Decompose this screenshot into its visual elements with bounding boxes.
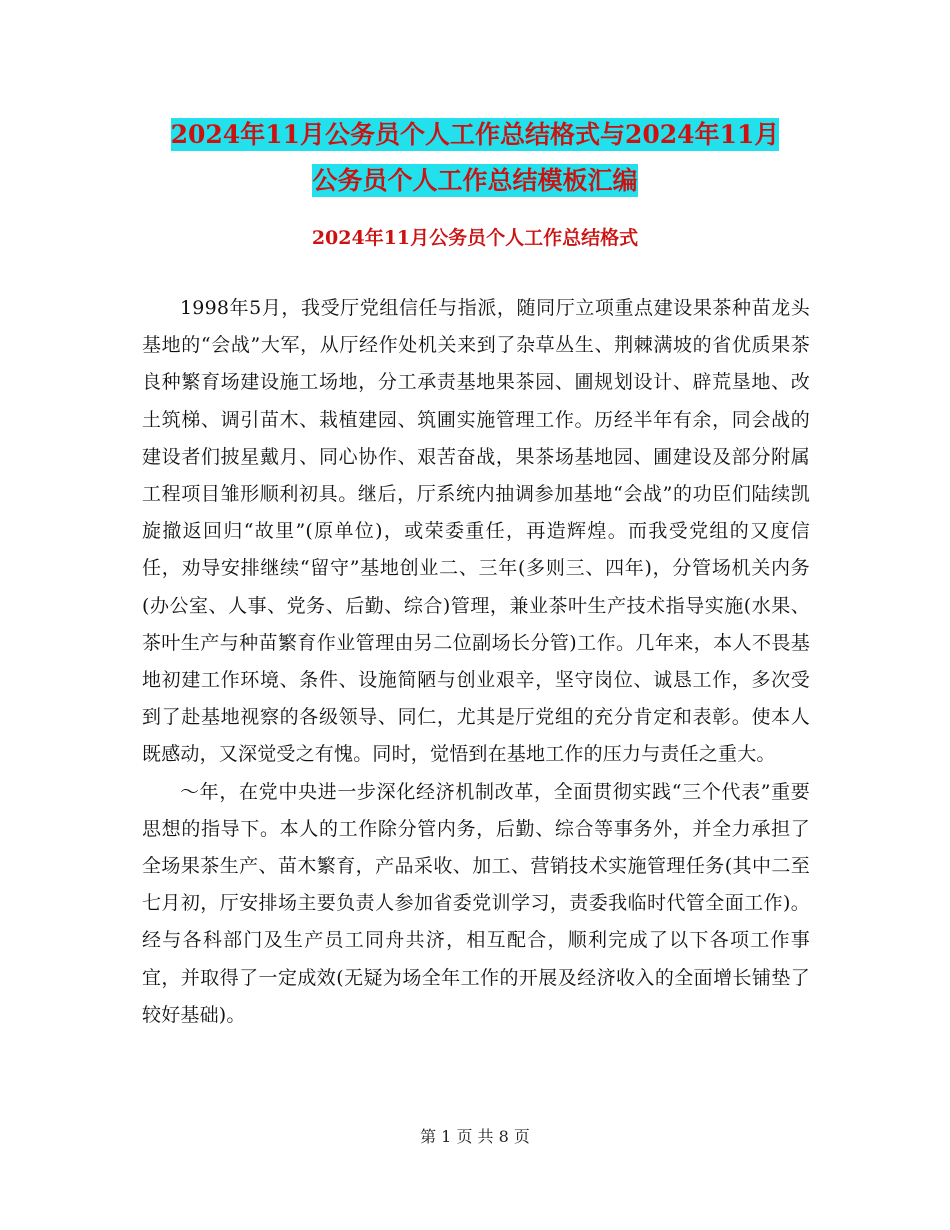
page-footer: 第 1 页 共 8 页 — [420, 1127, 530, 1146]
title-line-2: 公务员个人工作总结模板汇编 — [312, 166, 638, 195]
title-line-1: 2024年11月公务员个人工作总结格式与2024年11月 — [170, 120, 780, 149]
section-title: 2024年11月公务员个人工作总结格式 — [311, 227, 639, 249]
document-body — [142, 290, 810, 1034]
paragraph: 1998年5月，我受厅党组信任与指派，随同厅立项重点建设果茶种苗龙头基地的“会战”大军，从厅经作处机关来到了杂草丛生、荆棘满坡的省优质果茶良种繁育场建设施工场地，分工承责基地果茶园、圃规划设计、辟荒垦地、改土筑梯、调引苗木、栽植建园、筑圃实施管理工作。历经半年有余，同会战的建设者们披星戴月、同心协作、艰苦奋战，果茶场基地园、圃建设及部分附属工程项目雏形顺利初具。继后，厅系统内抽调参加基地“会战”的功臣们陆续凯旋撤返回归“故里”(原单位)，或荣委重任，再造辉煌。而我受党组的又度信任，劝导安排继续“留守”基地创业二、三年(多则三、四年)，分管场机关内务(办公室、人事、党务、后勤、综合)管理，兼业茶叶生产技术指导实施(水果、茶叶生产与种苗繁育作业管理由另二位副场长分管)工作。几年来，本人不畏基地初建工作环境、条件、设施简陋与创业艰辛，坚守岗位、诚恳工作，多次受到了赴基地视察的各级领导、同仁，尤其是厅党组的充分肯定和表彰。使本人既感动，又深觉受之有愧。同时，觉悟到在基地工作的压力与责任之重大。 — [142, 297, 810, 766]
paragraph: ～年，在党中央进一步深化经济机制改革，全面贯彻实践“三个代表”重要思想的指导下。本人的工作除分管内务，后勤、综合等事务外，并全力承担了全场果茶生产、苗木繁育，产品采收、加工、营销技术实施管理任务(其中二至七月初，厅安排场主要负责人参加省委党训学习，责委我临时代管全面工作)。经与各科部门及生产员工同舟共济，相互配合，顺利完成了以下各项工作事宜，并取得了一定成效(无疑为场全年工作的开展及经济收入的全面增长铺垫了较好基础)。 — [142, 780, 810, 1026]
document-title — [130, 112, 820, 204]
